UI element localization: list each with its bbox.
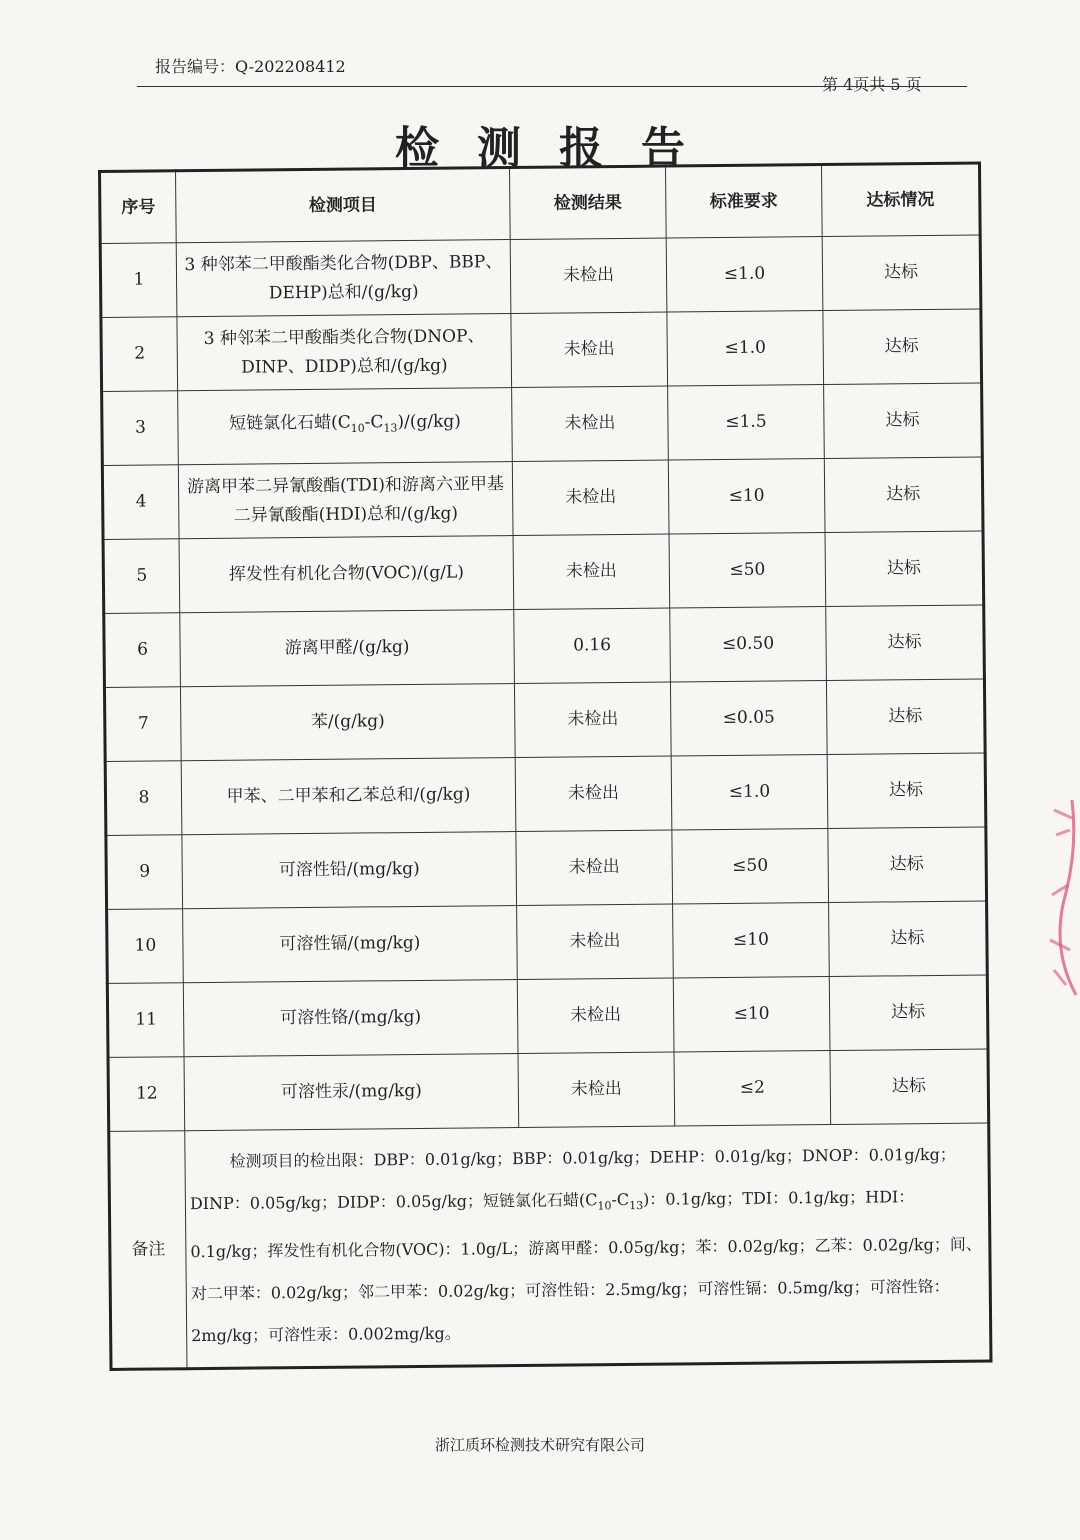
cell-no: 4	[102, 465, 179, 540]
cell-item: 游离甲苯二异氰酸酯(TDI)和游离六亚甲基二异氰酸酯(HDI)总和/(g/kg)	[178, 462, 513, 539]
cell-status: 达标	[823, 309, 982, 385]
cell-status: 达标	[824, 383, 983, 459]
column-header-item: 检测项目	[176, 168, 511, 243]
cell-result: 0.16	[514, 608, 671, 683]
cell-no: 8	[105, 761, 182, 836]
cell-result: 未检出	[517, 904, 674, 979]
cell-standard: ≤50	[669, 533, 826, 608]
table-header-row	[100, 163, 981, 243]
table-row	[104, 679, 985, 761]
column-header-result: 检测结果	[509, 166, 666, 239]
table-row	[105, 753, 986, 835]
cell-standard: ≤1.5	[668, 385, 825, 460]
cell-item: 可溶性汞/(mg/kg)	[184, 1054, 519, 1131]
cell-item: 3 种邻苯二甲酸酯类化合物(DBP、BBP、DEHP)总和/(g/kg)	[176, 240, 511, 317]
cell-item: 短链氯化石蜡$(C_{10}-C_{13})/(g/kg)$	[178, 388, 513, 465]
cell-no: 7	[104, 687, 181, 762]
cell-no: 11	[107, 983, 184, 1058]
cell-no: 10	[107, 909, 184, 984]
notes-row	[109, 1123, 991, 1369]
report-table-wrapper	[98, 162, 992, 1371]
cell-result: 未检出	[518, 1052, 675, 1127]
table-row	[103, 531, 984, 613]
cell-item: 挥发性有机化合物(VOC)/(g/L)	[179, 536, 514, 613]
table-row	[108, 1049, 989, 1131]
report-number: 报告编号：Q-202208412	[155, 57, 346, 76]
cell-item: 可溶性铅/(mg/kg)	[182, 832, 517, 909]
cell-result: 未检出	[512, 460, 669, 535]
cell-status: 达标	[828, 827, 987, 903]
cell-item: 甲苯、二甲苯和乙苯总和/(g/kg)	[181, 758, 516, 835]
cell-standard: ≤10	[673, 977, 830, 1052]
table-row	[104, 605, 985, 687]
table-row	[102, 383, 983, 465]
cell-no: 12	[108, 1057, 185, 1132]
cell-item: 可溶性镉/(mg/kg)	[183, 906, 518, 983]
red-seal-stamp	[1042, 790, 1080, 1005]
cell-status: 达标	[827, 753, 986, 829]
cell-no: 2	[101, 317, 178, 392]
column-header-status: 达标情况	[821, 163, 980, 237]
notes-text: 检测项目的检出限：DBP：0.01g/kg；BBP：0.01g/kg；DEHP：0.01g/kg；DNOP：0.01g/kg；DINP：0.05g/kg；DIDP：0.05g/kg；短链氯化石蜡$(C_{10}-C_{13})$：0.1g/kg；TDI：0.1g/kg；HDI：0.1g/kg；挥发性有机化合物(VOC)：1.0g/L；游离甲醛：0.05g/kg；苯：0.02g/kg；乙苯：0.02g/kg；间、对二甲苯：0.02g/kg；邻二甲苯：0.02g/kg；可溶性铅：2.5mg/kg；可溶性镉：0.5mg/kg；可溶性铬：2mg/kg；可溶性汞：0.002mg/kg。	[185, 1123, 991, 1369]
cell-status: 达标	[824, 457, 983, 533]
cell-result: 未检出	[515, 756, 672, 831]
cell-no: 9	[106, 835, 183, 910]
cell-result: 未检出	[517, 978, 674, 1053]
notes-label: 备注	[109, 1131, 187, 1370]
cell-standard: ≤1.0	[667, 311, 824, 386]
cell-no: 6	[104, 613, 181, 688]
table-row	[106, 827, 987, 909]
cell-result: 未检出	[511, 312, 668, 387]
cell-result: 未检出	[510, 238, 667, 313]
cell-item: 可溶性铬/(mg/kg)	[183, 980, 518, 1057]
column-header-standard: 标准要求	[665, 165, 822, 238]
cell-no: 3	[102, 391, 179, 466]
cell-standard: ≤2	[674, 1051, 831, 1126]
cell-status: 达标	[826, 679, 985, 755]
table-row	[102, 457, 983, 539]
cell-standard: ≤1.0	[671, 755, 828, 830]
cell-standard: ≤1.0	[666, 237, 823, 312]
cell-status: 达标	[829, 901, 988, 977]
cell-standard: ≤10	[668, 459, 825, 534]
cell-no: 5	[103, 539, 180, 614]
cell-result: 未检出	[512, 386, 669, 461]
table-row	[107, 975, 988, 1057]
cell-standard: ≤10	[673, 903, 830, 978]
page-title: 检测报告	[395, 123, 723, 174]
cell-result: 未检出	[513, 534, 670, 609]
table-row	[107, 901, 988, 983]
cell-status: 达标	[825, 531, 984, 607]
cell-item: 3 种邻苯二甲酸酯类化合物(DNOP、DINP、DIDP)总和/(g/kg)	[177, 314, 512, 391]
report-table	[98, 162, 992, 1371]
cell-status: 达标	[826, 605, 985, 681]
cell-standard: ≤0.50	[670, 607, 827, 682]
cell-no: 1	[100, 243, 177, 318]
cell-status: 达标	[829, 975, 988, 1051]
cell-item: 苯/(g/kg)	[180, 684, 515, 761]
cell-status: 达标	[830, 1049, 989, 1125]
company-footer: 浙江质环检测技术研究有限公司	[434, 1436, 645, 1454]
column-header-no: 序号	[100, 171, 177, 244]
cell-standard: ≤0.05	[670, 681, 827, 756]
cell-status: 达标	[822, 235, 981, 311]
table-row	[100, 235, 981, 317]
table-row	[101, 309, 982, 391]
cell-item: 游离甲醛/(g/kg)	[180, 610, 515, 687]
cell-result: 未检出	[516, 830, 673, 905]
page-info: 第 4页共 5 页	[822, 75, 922, 94]
header-rule	[137, 86, 967, 87]
cell-standard: ≤50	[672, 829, 829, 904]
cell-result: 未检出	[514, 682, 671, 757]
